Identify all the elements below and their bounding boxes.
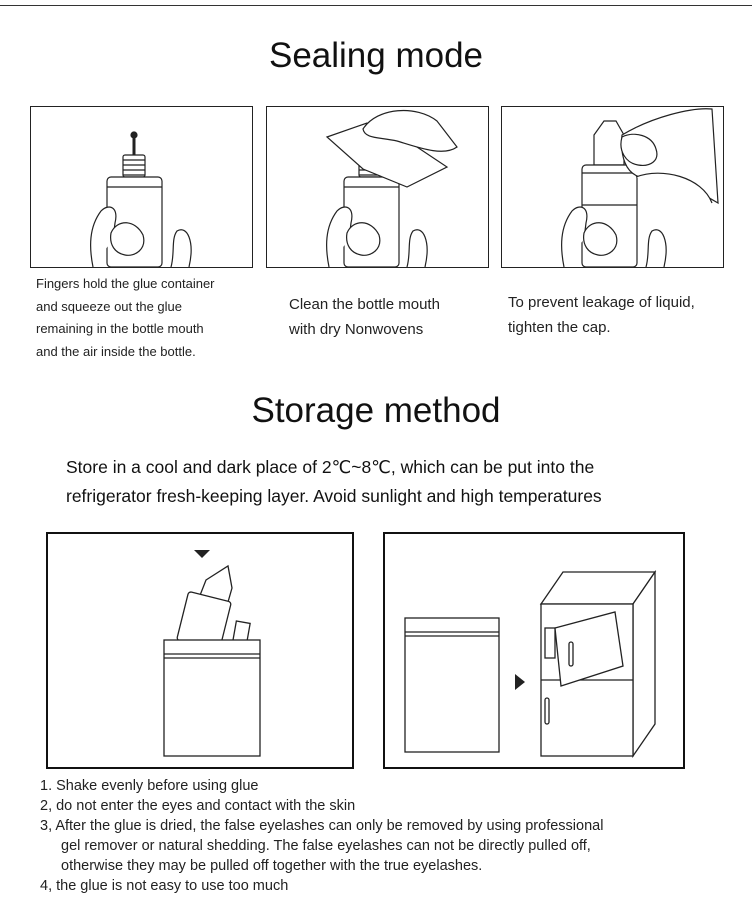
note-item: 1. Shake evenly before using glue bbox=[40, 778, 259, 794]
caption-line: remaining in the bottle mouth bbox=[36, 321, 204, 336]
storage-line: refrigerator fresh-keeping layer. Avoid sunlight and high temperatures bbox=[66, 486, 602, 506]
usage-notes bbox=[40, 776, 603, 896]
caption-line: and squeeze out the glue bbox=[36, 298, 183, 314]
sealing-step-1-caption bbox=[36, 273, 215, 363]
storage-line: Store in a cool and dark place of 2℃~8℃, which can be put into the bbox=[66, 457, 595, 477]
note-item: 4, the glue is not easy to use too much bbox=[40, 878, 289, 894]
sealing-step-2-illustration bbox=[266, 106, 489, 268]
sealing-step-2-caption bbox=[289, 292, 440, 342]
storage-fridge-illustration bbox=[383, 532, 685, 769]
note-item: 2, do not enter the eyes and contact with the skin bbox=[40, 798, 356, 814]
down-arrow-icon bbox=[194, 550, 210, 558]
caption-line: To prevent leakage of liquid, bbox=[508, 294, 695, 311]
storage-instructions bbox=[66, 453, 602, 511]
storage-bag-illustration bbox=[46, 532, 354, 769]
caption-line: Fingers hold the glue container bbox=[36, 276, 215, 291]
caption-line: and the air inside the bottle. bbox=[36, 343, 196, 359]
note-item: otherwise they may be pulled off together with the true eyelashes. bbox=[61, 858, 483, 874]
top-divider bbox=[0, 5, 752, 6]
note-item: 3, After the glue is dried, the false eyelashes can only be removed by using professional bbox=[40, 818, 604, 834]
note-item: gel remover or natural shedding. The false eyelashes can not be directly pulled off, bbox=[61, 838, 591, 854]
sealing-step-1-illustration bbox=[30, 106, 253, 268]
sealing-mode-title: Sealing mode bbox=[268, 36, 484, 75]
caption-line: Clean the bottle mouth bbox=[289, 296, 440, 313]
caption-line: with dry Nonwovens bbox=[289, 321, 424, 338]
storage-method-title: Storage method bbox=[251, 391, 501, 430]
sealing-step-3-illustration bbox=[501, 106, 724, 268]
sealing-step-3-caption bbox=[508, 290, 695, 340]
caption-line: tighten the cap. bbox=[508, 319, 611, 336]
right-arrow-icon bbox=[515, 674, 525, 690]
